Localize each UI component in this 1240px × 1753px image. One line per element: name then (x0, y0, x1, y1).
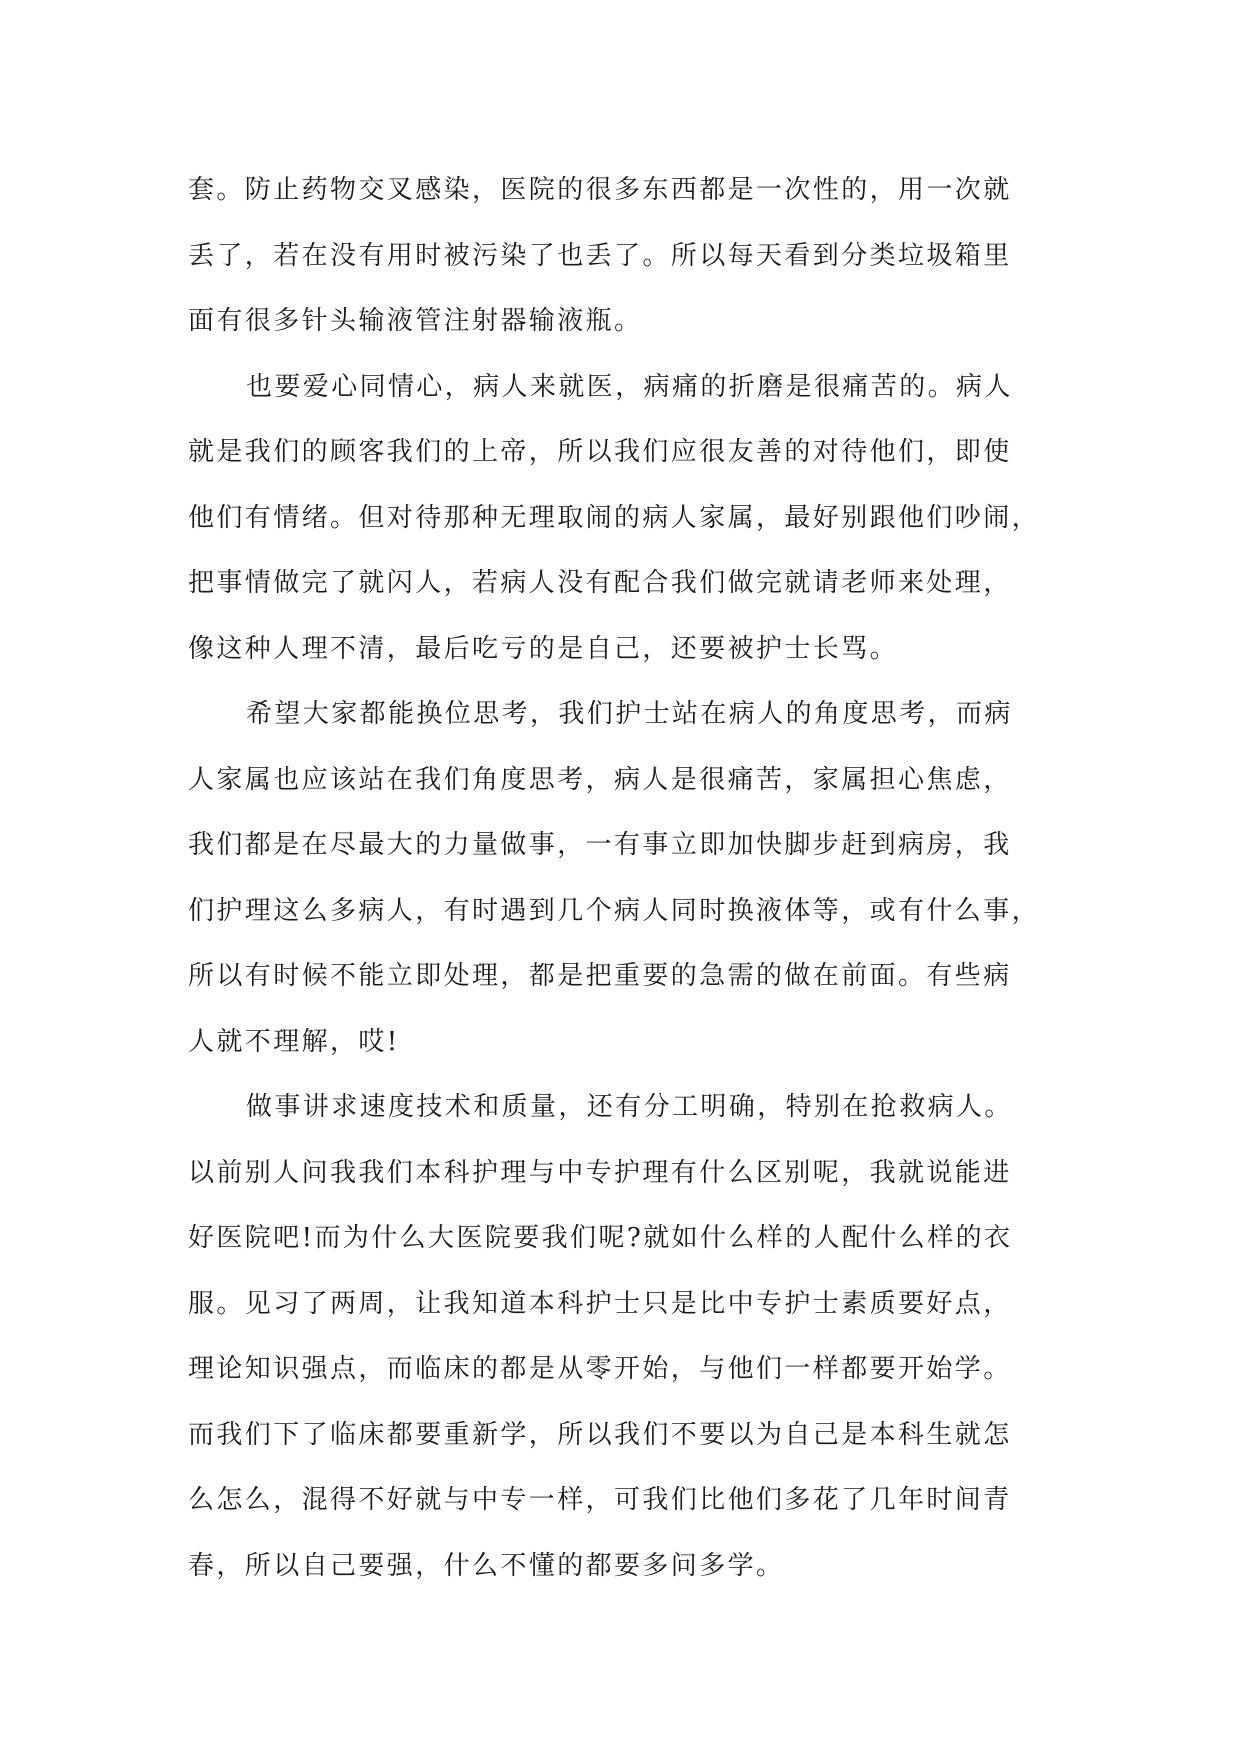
text-line: 理论知识强点，而临床的都是从零开始，与他们一样都要开始学。 (188, 1354, 1012, 1384)
paragraph-first-line: 做事讲求速度技术和质量，还有分工明确，特别在抢救病人。 (246, 1092, 1013, 1122)
text-line: 好医院吧!而为什么大医院要我们呢?就如什么样的人配什么样的衣 (188, 1223, 1013, 1253)
text-line: 就是我们的顾客我们的上帝，所以我们应很友善的对待他们，即使 (188, 437, 1012, 467)
text-line: 人就不理解，哎! (188, 1026, 400, 1057)
text-line: 以前别人问我我们本科护理与中专护理有什么区别呢，我就说能进 (188, 1157, 1012, 1188)
text-line: 们护理这么多病人，有时遇到几个病人同时换液体等，或有什么事， (188, 895, 1041, 926)
text-line: 我们都是在尽最大的力量做事，一有事立即加快脚步赶到病房，我 (188, 830, 1012, 860)
body-text (188, 158, 1078, 1599)
text-line: 所以有时候不能立即处理，都是把重要的急需的做在前面。有些病 (188, 961, 1012, 991)
text-line: 丢了，若在没有用时被污染了也丢了。所以每天看到分类垃圾箱里 (188, 240, 1012, 271)
text-line: 像这种人理不清，最后吃亏的是自己，还要被护士长骂。 (188, 633, 899, 664)
text-line: 他们有情绪。但对待那种无理取闹的病人家属，最好别跟他们吵闹， (188, 502, 1041, 533)
paragraph-first-line: 希望大家都能换位思考，我们护士站在病人的角度思考，而病 (246, 699, 1013, 729)
text-line: 面有很多针头输液管注射器输液瓶。 (188, 306, 643, 336)
text-line: 么怎么，混得不好就与中专一样，可我们比他们多花了几年时间青 (188, 1485, 1012, 1515)
paragraph-first-line: 也要爱心同情心，病人来就医，病痛的折磨是很痛苦的。病人 (246, 371, 1013, 402)
text-line: 套。防止药物交叉感染，医院的很多东西都是一次性的，用一次就 (188, 175, 1012, 205)
text-line: 而我们下了临床都要重新学，所以我们不要以为自己是本科生就怎 (188, 1419, 1012, 1450)
text-line: 服。见习了两周，让我知道本科护士只是比中专护士素质要好点， (188, 1288, 1012, 1319)
text-line: 把事情做完了就闪人，若病人没有配合我们做完就请老师来处理， (188, 568, 1012, 598)
text-line: 人家属也应该站在我们角度思考，病人是很痛苦，家属担心焦虑， (188, 764, 1012, 795)
text-line: 春，所以自己要强，什么不懂的都要多问多学。 (188, 1550, 785, 1581)
